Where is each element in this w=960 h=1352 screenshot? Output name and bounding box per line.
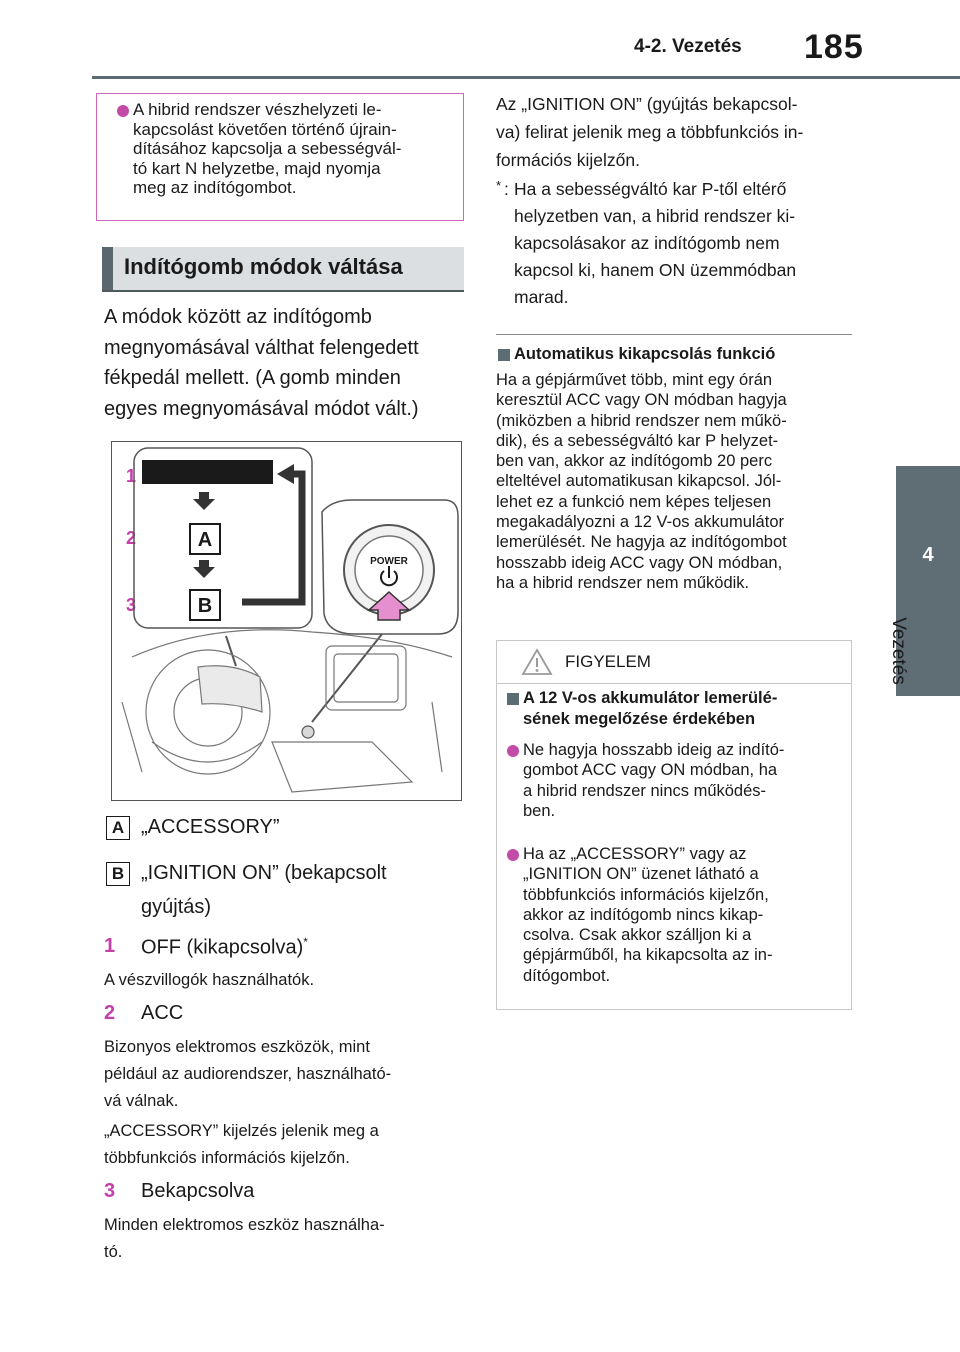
header-rule: [92, 76, 960, 79]
warning-subtitle: A 12 V-os akkumulátor lemerülé- sének megelőzése érdekében: [523, 689, 778, 728]
warning-bullet-1: Ne hagyja hosszabb ideig az indító- gombot ACC vagy ON módban, ha a hibrid rendszer nincs működés- ben.: [523, 741, 785, 820]
heading-bar: [102, 247, 113, 290]
step-1-label: OFF (kikapcsolva)*: [141, 935, 308, 959]
svg-text:POWER: POWER: [370, 556, 408, 567]
step-3: 3: [126, 595, 137, 615]
mode-a-text: „ACCESSORY”: [141, 816, 280, 838]
step-2-desc-2: „ACCESSORY” kijelzés jelenik meg a többfunkciós információs kijelzőn.: [104, 1122, 379, 1167]
power-switch-diagram: [111, 441, 462, 801]
bullet-dot-icon: [507, 849, 519, 861]
warning-title: FIGYELEM: [565, 652, 651, 671]
warning-bullet-2: Ha az „ACCESSORY” vagy az „IGNITION ON” üzenet látható a többfunkciós információs kijelzőn, akkor az indítógomb nincs kikap- csolva. Csak akkor szálljon ki a gépjárműből, ha kikapcsolta az in- dítógombot.: [523, 845, 773, 985]
step-2-desc: Bizonyos elektromos eszközök, mint például az audiorendszer, használható- vá válnak.: [104, 1038, 392, 1110]
chapter-label: [887, 600, 952, 710]
dashboard-sketch: [122, 630, 452, 792]
ignition-paragraph: Az „IGNITION ON” (gyújtás bekapcsol- va) felirat jelenik meg a többfunkciós in- formációs kijelzőn.: [496, 94, 804, 170]
letter-box-b: B: [106, 862, 130, 886]
mode-b-text-2: gyújtás): [141, 896, 212, 918]
note-text: A hibrid rendszer vészhelyzeti le- kapcsolást követően történő újrain- dításához kapcsolja a sebességvál- tó kart N helyzetbe, majd nyomja meg az indítógombot.: [133, 100, 402, 198]
chapter-number: 4: [922, 544, 934, 566]
footnote: * : Ha a sebességváltó kar P-től eltérő helyzetben van, a hibrid rendszer ki- kapcsolásakor az indítógomb nem kapcsol ki, hanem ON üzemmódban marad.: [496, 178, 797, 307]
auto-off-text: Ha a gépjárművet több, mint egy órán keresztül ACC vagy ON módban hagyja (miközben a hibrid rendszer nem műkö- dik), és a sebességváltó kar P helyzet- ben van, akkor az indítógomb 20 perc elteltével automatikusan kikapcsol. Jól- lehet ez a funkció nem képes teljesen megakadályozni a 12 V-os akkumulátor lemerülését. Ne hagyja az indítógombot hosszabb ideig ACC vagy ON módban, ha a hibrid rendszer nem működik.: [496, 371, 787, 592]
note-box: [96, 93, 464, 221]
square-bullet-icon: [498, 349, 510, 361]
return-arrow-icon: [242, 474, 302, 602]
square-bullet-icon: [507, 693, 519, 705]
bullet-dot-icon: [507, 745, 519, 757]
divider: [496, 334, 852, 335]
step-2: 2: [126, 528, 137, 548]
letter-box-a: A: [106, 816, 130, 840]
section-heading-title: Indítógomb módok váltása: [124, 254, 403, 279]
mode-b-text-1: „IGNITION ON” (bekapcsolt: [141, 862, 387, 884]
step-3-label: Bekapcsolva: [141, 1180, 255, 1202]
step-3-number: 3: [104, 1180, 116, 1202]
mode-off-bar: [142, 460, 273, 484]
step-1-desc: A vészvillogók használhatók.: [104, 971, 315, 989]
step-2-number: 2: [104, 1002, 116, 1024]
bullet-dot-icon: [117, 105, 129, 117]
step-1: 1: [126, 466, 137, 486]
step-2-label: ACC: [141, 1002, 184, 1024]
intro-paragraph: A módok között az indítógomb megnyomásával válthat felengedett fékpedál mellett. (A gomb minden egyes megnyomásával módot vált.): [104, 306, 419, 420]
warning-triangle-icon: [521, 647, 553, 677]
section-title: 4-2. Vezetés: [634, 36, 742, 57]
section-heading: [102, 247, 464, 292]
chapter-label-text: Vezetés: [887, 617, 909, 685]
svg-text:B: B: [197, 595, 213, 617]
svg-text:A: A: [197, 529, 213, 551]
step-3-desc: Minden elektromos eszköz használha- tó.: [104, 1216, 385, 1261]
warning-header: [497, 641, 851, 684]
step-1-number: 1: [104, 935, 116, 957]
page-number: 185: [804, 28, 864, 66]
warning-box: [496, 640, 852, 1010]
